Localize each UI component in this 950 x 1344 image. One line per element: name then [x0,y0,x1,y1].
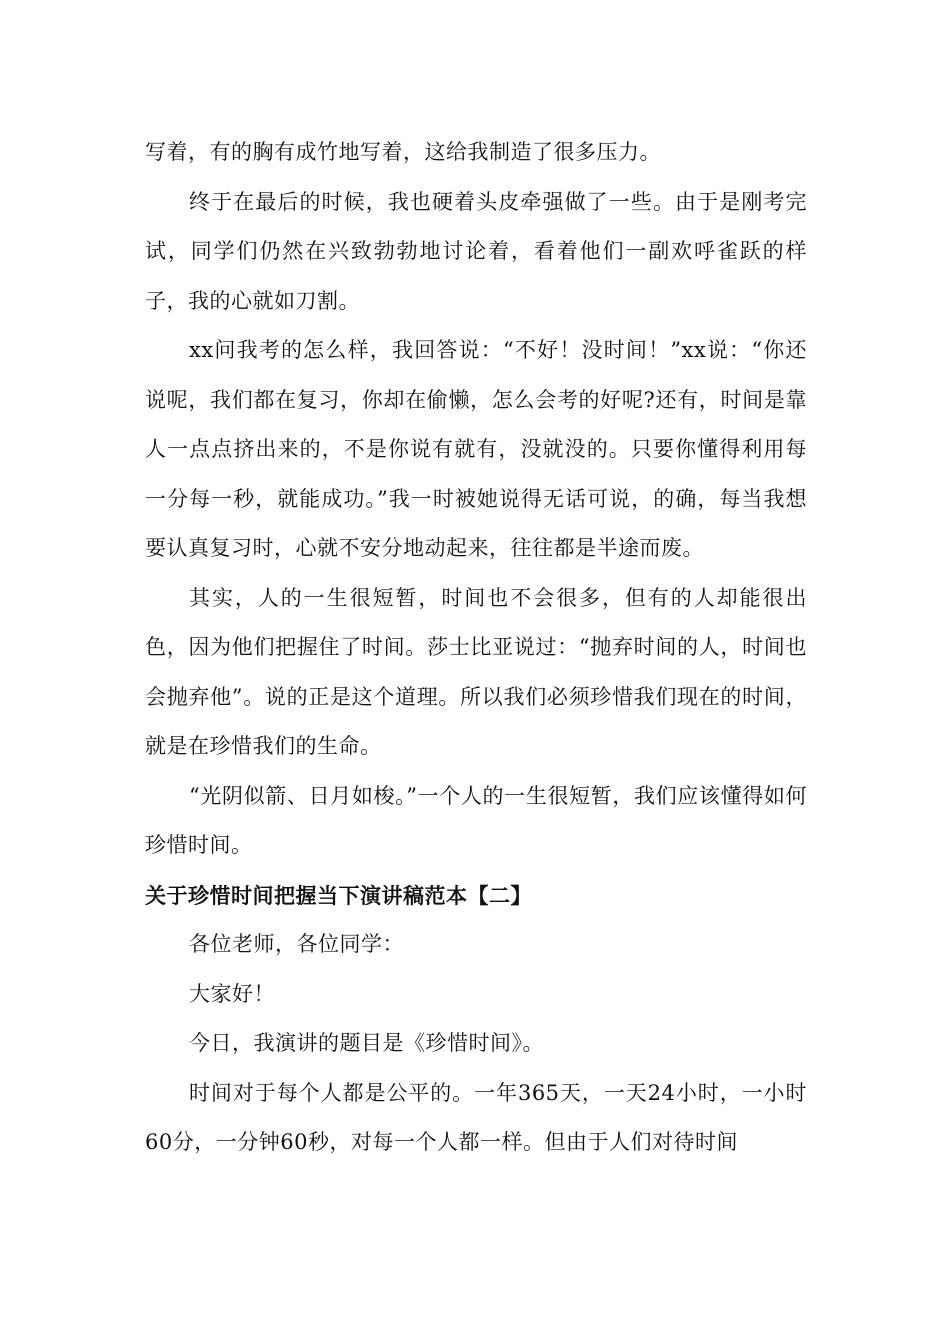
paragraph-1: 写着，有的胸有成竹地写着，这给我制造了很多压力。 [145,140,661,164]
paragraph-4: 其实，人的一生很短暂，时间也不会很多，但有的人却能很出色，因为他们把握住了时间。莎士比亚说过：“抛弃时间的人，时间也会抛弃他”。说的正是这个道理。所以我们必须珍惜我们现在的时间，就是在珍惜我们的生命。 [145,585,807,758]
paragraph-5: “光阴似箭、日月如梭。”一个人的一生很短暂，我们应该懂得如何珍惜时间。 [145,783,807,857]
speech-topic: 今日，我演讲的题目是《珍惜时间》。 [189,1031,544,1055]
section-heading: 关于珍惜时间把握当下演讲稿范本【二】 [145,882,532,908]
speech-body-paragraph: 时间对于每个人都是公平的。一年365天，一天24小时，一小时60分，一分钟60秒，对每一个人都一样。但由于人们对待时间 [145,1080,807,1154]
document-page [145,128,807,1168]
paragraph-3: xx问我考的怎么样，我回答说：“不好！没时间！”xx说：“你还说呢，我们都在复习，你却在偷懒，怎么会考的好呢?还有，时间是靠人一点点挤出来的，不是你说有就有，没就没的。只要你懂得利用每一分每一秒，就能成功。”我一时被她说得无话可说，的确，每当我想要认真复习时，心就不安分地动起来，往往都是半途而废。 [145,338,807,560]
speech-hello: 大家好！ [189,981,275,1006]
speech-greeting: 各位老师，各位同学： [189,932,404,956]
paragraph-2: 终于在最后的时候，我也硬着头皮牵强做了一些。由于是刚考完试，同学们仍然在兴致勃勃地讨论着，看着他们一副欢呼雀跃的样子，我的心就如刀割。 [145,189,807,313]
